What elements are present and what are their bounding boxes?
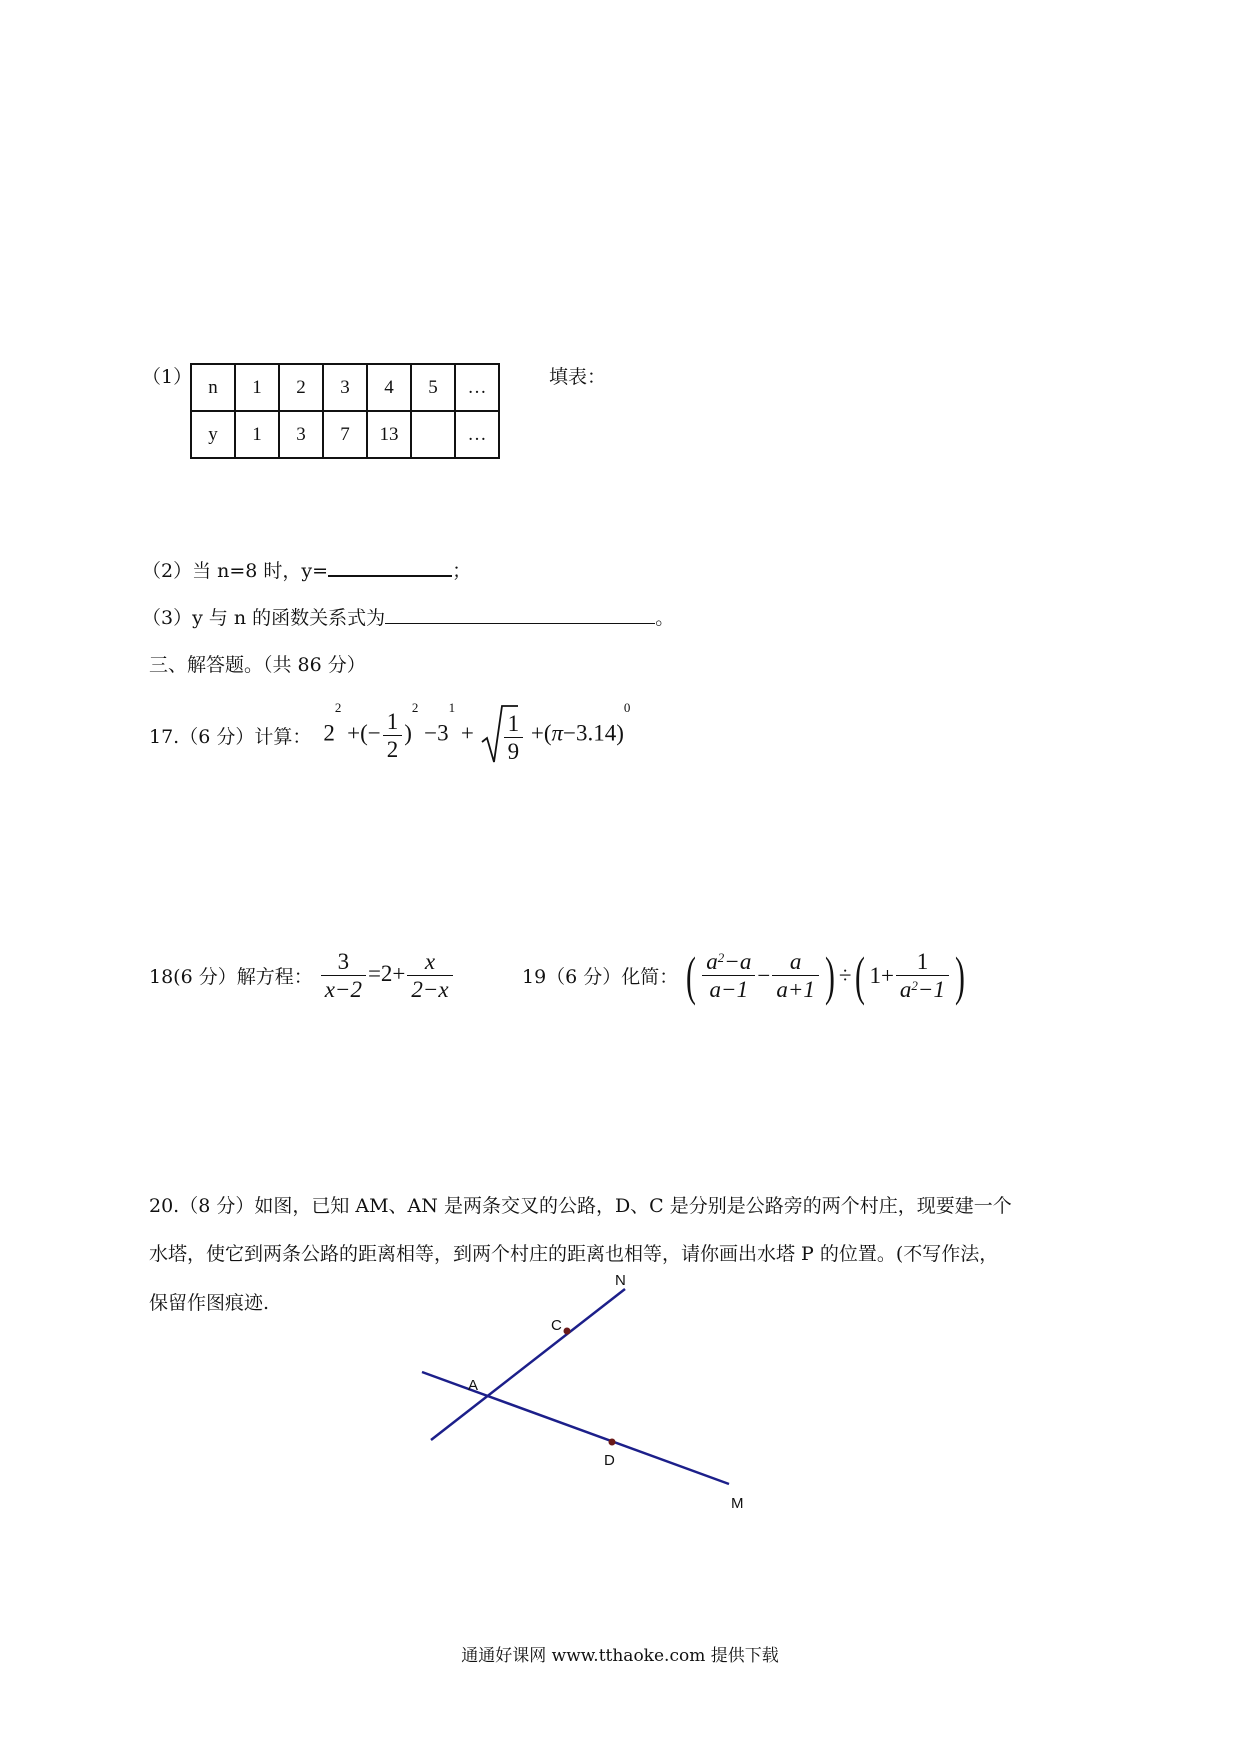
q19-term: 1+ [869, 962, 894, 988]
section-title: 三、解答题。（共 86 分） [149, 654, 366, 676]
fraction-numerator: 3 [321, 948, 366, 976]
term: a [899, 977, 912, 1002]
village-c-point [564, 1328, 571, 1335]
left-paren-icon: ( [855, 945, 866, 1006]
q17-base: 2 [323, 720, 335, 746]
label-c: C [551, 1317, 562, 1334]
q19-label: 19（6 分）化简： [522, 966, 679, 988]
table-cell: 3 [323, 364, 367, 411]
q18-label: 18(6 分）解方程： [149, 966, 313, 988]
fraction-denominator: 9 [507, 738, 520, 764]
page-footer: 通通好课网 www.tthaoke.com 提供下载 [461, 1646, 779, 1666]
table-cell: 7 [323, 411, 367, 458]
fraction-denominator: 2 [386, 736, 399, 762]
part2-prefix: （2）当 n=8 时，y= [142, 560, 329, 582]
q17-operator: +( [530, 720, 552, 746]
part2-suffix: ； [452, 560, 472, 582]
table-cell: 2 [279, 364, 323, 411]
fraction-denominator: 2−x [411, 977, 449, 1002]
fraction-numerator: 1 [896, 948, 949, 976]
label-m: M [731, 1495, 744, 1512]
q18-operator: =2+ [367, 960, 406, 986]
fraction-denominator: a−1 [709, 977, 749, 1002]
q17-term: −3 [424, 720, 449, 746]
q20-line3: 保留作图痕迹. [149, 1292, 270, 1314]
fraction-denominator: x−2 [324, 977, 362, 1002]
fraction-denominator: a+1 [776, 977, 815, 1002]
q17-exponent: 1 [448, 700, 456, 715]
table-cell: n [191, 364, 235, 411]
part3-prefix: （3）y 与 n 的函数关系式为 [142, 607, 386, 629]
fraction-numerator: 1 [383, 708, 403, 736]
part3-suffix: 。 [655, 607, 675, 629]
label-n: N [615, 1272, 626, 1289]
fraction-numerator: 1 [504, 710, 524, 738]
exponent: 2 [911, 978, 918, 993]
village-d-point [609, 1439, 616, 1446]
q17-operator: + [460, 720, 474, 746]
q17-exponent: 2 [411, 700, 419, 715]
part1-label: （1） [142, 366, 193, 388]
q17-label: 17.（6 分）计算： [149, 725, 312, 748]
q20-line2: 水塔，使它到两条公路的距离相等，到两个村庄的距离也相等，请你画出水塔 P 的位置。(不写作法， [149, 1243, 999, 1265]
q20-line1: 20.（8 分）如图，已知 AM、AN 是两条交叉的公路，D、C 是分别是公路旁的两个村庄，现要建一个 [149, 1195, 1012, 1217]
table-cell: 5 [411, 364, 455, 411]
table-cell: 3 [279, 411, 323, 458]
term: a [706, 949, 718, 974]
road-an-line [431, 1289, 625, 1440]
fraction-numerator: a [772, 948, 819, 976]
table-cell: … [455, 411, 499, 458]
q17-exponent: 0 [623, 700, 631, 715]
q19-divide: ÷ [838, 962, 852, 988]
fill-table-label: 填表： [549, 366, 607, 388]
right-paren-icon: ) [824, 945, 835, 1006]
table-cell: 4 [367, 364, 411, 411]
table-cell: y [191, 411, 235, 458]
label-d: D [604, 1452, 615, 1469]
q17-exponent: 2 [334, 700, 342, 715]
term: −1 [917, 977, 945, 1002]
q19-operator: − [757, 962, 771, 988]
table-cell: 1 [235, 364, 279, 411]
table-cell: 1 [235, 411, 279, 458]
table-cell: … [455, 364, 499, 411]
table-cell: 13 [367, 411, 411, 458]
q17-operator: +(− [347, 720, 381, 746]
fraction-numerator: x [407, 948, 452, 976]
exponent: 2 [717, 950, 725, 965]
q17-term: −3.14) [563, 720, 624, 746]
label-a: A [468, 1377, 479, 1394]
q17-pi: π [551, 720, 564, 746]
right-paren-icon: ) [954, 945, 965, 1006]
left-paren-icon: ( [686, 945, 697, 1006]
q17-paren: ) [404, 720, 412, 746]
term: −a [724, 949, 752, 974]
